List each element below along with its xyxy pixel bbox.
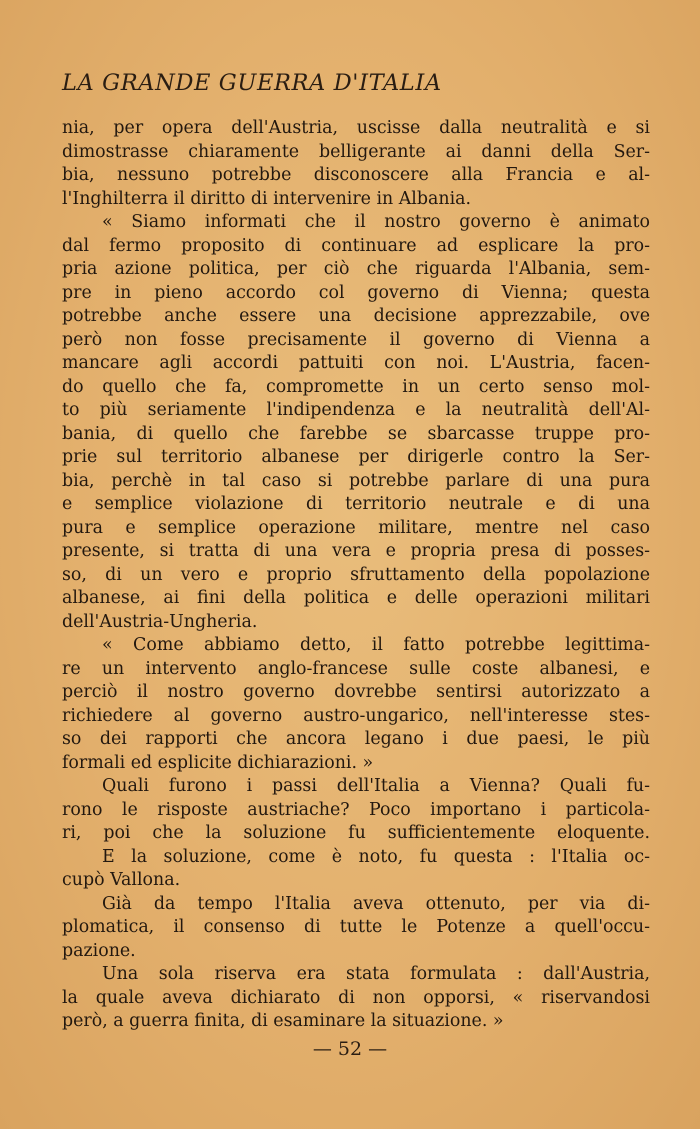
text-line: « Come abbiamo detto, il fatto potrebbe legittima- [102,635,650,655]
body-text [62,117,650,1034]
running-head: LA GRANDE GUERRA D'ITALIA [62,70,442,96]
text-line: bia, perchè in tal caso si potrebbe parlare di una pura [62,470,650,491]
text-line: Quali furono i passi dell'Italia a Vienna? Quali fu- [102,776,650,796]
text-line: pazione. [62,940,136,961]
text-line: dal fermo proposito di continuare ad esplicare la pro- [62,235,650,256]
text-line: E la soluzione, come è noto, fu questa : l'Italia oc- [102,846,650,867]
text-line: bania, di quello che farebbe se sbarcasse truppe pro- [62,423,650,444]
text-line: perciò il nostro governo dovrebbe sentirsi autorizzato a [62,682,650,702]
text-line: re un intervento anglo-francese sulle coste albanesi, e [62,658,650,679]
text-line: e semplice violazione di territorio neutrale e di una [62,494,650,514]
page-number: — 52 — [312,1038,388,1060]
text-line: pura e semplice operazione militare, mentre nel caso [62,517,650,538]
text-line: albanese, ai fini della politica e delle operazioni militari [62,588,650,608]
text-line: richiedere al governo austro-ungarico, nell'interesse stes- [62,705,650,726]
text-line: so dei rapporti che ancora legano i due paesi, le più [62,729,650,749]
text-line: Già da tempo l'Italia aveva ottenuto, per via di- [102,893,650,914]
text-line: però, a guerra finita, di esaminare la situazione. » [62,1011,504,1031]
text-line: do quello che fa, compromette in un certo senso mol- [62,376,650,397]
text-line: formali ed esplicite dichiarazioni. » [62,752,374,773]
text-line: « Siamo informati che il nostro governo è animato [102,212,650,232]
text-line: nia, per opera dell'Austria, uscisse dalla neutralità e si [62,118,650,138]
text-line: cupò Vallona. [62,870,181,890]
text-line: plomatica, il consenso di tutte le Potenze a quell'occu- [62,917,650,937]
text-line: presente, si tratta di una vera e propria presa di posses- [62,541,650,561]
text-line: to più seriamente l'indipendenza e la neutralità dell'Al- [62,400,650,420]
text-line: rono le risposte austriache? Poco importano i particola- [62,799,650,820]
text-line: la quale aveva dichiarato di non opporsi, « riservandosi [62,987,650,1008]
text-line: pria azione politica, per ciò che riguarda l'Albania, sem- [62,259,650,279]
text-line: pre in pieno accordo col governo di Vienna; questa [62,282,650,303]
text-line: prie sul territorio albanese per dirigerle contro la Ser- [62,447,650,467]
text-line: bia, nessuno potrebbe disconoscere alla Francia e al- [62,165,650,185]
text-line: dell'Austria-Ungheria. [62,611,258,632]
text-line: però non fosse precisamente il governo di Vienna a [62,329,650,350]
text-line: ri, poi che la soluzione fu sufficientemente eloquente. [62,823,650,843]
text-line: so, di un vero e proprio sfruttamento della popolazione [62,564,650,585]
text-line: potrebbe anche essere una decisione apprezzabile, ove [62,306,650,326]
text-line: dimostrasse chiaramente belligerante ai danni della Ser- [62,141,650,162]
text-line: mancare agli accordi pattuiti con noi. L'Austria, facen- [62,353,650,373]
text-line: l'Inghilterra il diritto di intervenire in Albania. [62,188,472,209]
text-line: Una sola riserva era stata formulata : dall'Austria, [102,964,650,984]
